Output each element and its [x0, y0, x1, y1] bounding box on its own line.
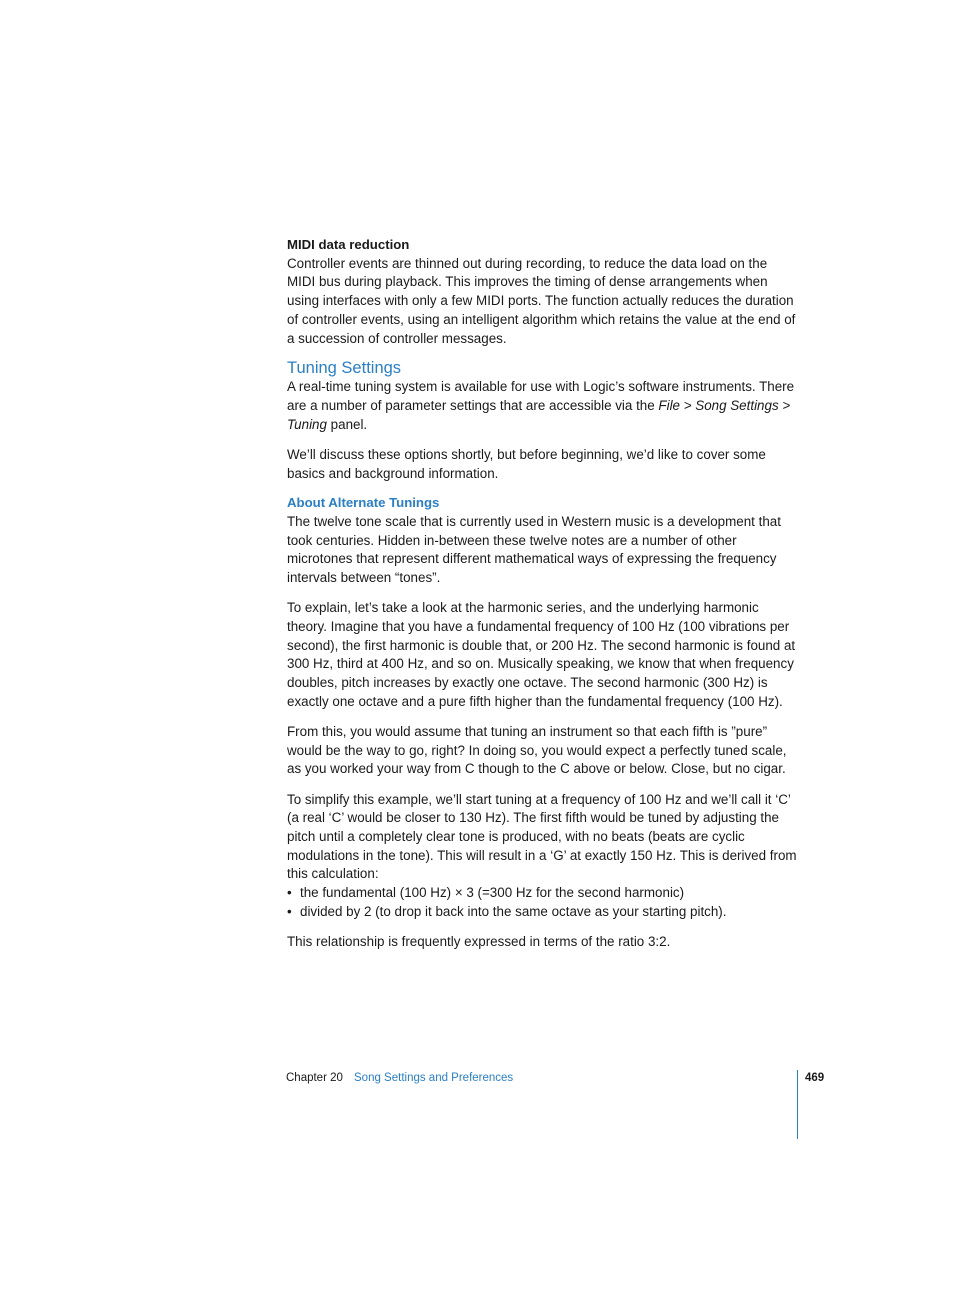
- section-heading-tuning-settings: Tuning Settings: [287, 359, 402, 378]
- section-heading-midi-data-reduction: MIDI data reduction: [287, 237, 410, 252]
- paragraph-ratio: This relationship is frequently expressed in terms of the ratio 3:2.: [287, 934, 671, 949]
- list-item: • divided by 2 (to drop it back into the same octave as your starting pitch).: [287, 903, 799, 922]
- page-content: [287, 236, 799, 952]
- subsection-heading-alternate-tunings: About Alternate Tunings: [287, 495, 440, 511]
- footer-chapter-title: Song Settings and Preferences: [354, 1072, 514, 1084]
- footer-divider: [797, 1070, 798, 1139]
- list-item: • the fundamental (100 Hz) × 3 (=300 Hz for the second harmonic): [287, 884, 799, 903]
- paragraph-pure-fifth: From this, you would assume that tuning an instrument so that each fifth is ”pure” would be the way to go, right? In doing so, you would expect a perfectly tuned scale, as you worked your way from C though to the C above or below. Close, but no cigar.: [287, 723, 787, 777]
- tuning-menu-path: File > Song Settings > Tuning: [287, 397, 791, 432]
- tuning-intro-end: panel.: [326, 416, 368, 432]
- paragraph-twelve-tone-scale: The twelve tone scale that is currently used in Western music is a development that took centuries. Hidden in-between these twelve notes are a number of other microtones that represent different mathematical ways of expressing the frequency intervals between “tones”.: [287, 513, 781, 586]
- page-number: 469: [805, 1072, 825, 1084]
- paragraph-midi-data-reduction: Controller events are thinned out during recording, to reduce the data load on the MIDI bus during playback. This improves the timing of dense arrangements when using interfaces with only a few MIDI ports. The function actually reduces the duration of controller events, using an intelligent algorithm which retains the value at the end of a succession of controller messages.: [287, 255, 796, 346]
- tuning-intro-text: A real-time tuning system is available for use with Logic’s software instruments. There are a number of parameter settings that are accessible via the: [287, 379, 795, 413]
- paragraph-tuning-intro: [287, 378, 799, 434]
- calculation-list: [287, 884, 799, 921]
- paragraph-harmonic-series: To explain, let’s take a look at the harmonic series, and the underlying harmonic theory. Imagine that you have a fundamental frequency of 100 Hz (100 vibrations per second), the first harmonic is double that, or 200 Hz. The second harmonic is found at 300 Hz, third at 400 Hz, and so on. Musically speaking, we know that when frequency doubles, pitch increases by exactly one octave. The second harmonic (300 Hz) is exactly one octave and a pure fifth higher than the fundamental frequency (100 Hz).: [287, 600, 796, 709]
- paragraph-tuning-example: To simplify this example, we’ll start tuning at a frequency of 100 Hz and we’ll call it ‘C’ (a real ‘C’ would be closer to 130 Hz). The first fifth would be tuned by adjusting the pitch until a completely clear tone is produced, with no beats (beats are cyclic modulations in the tone). This will result in a ‘G’ at exactly 150 Hz. This is derived from this calculation:: [287, 791, 797, 882]
- paragraph-tuning-background: We’ll discuss these options shortly, but before beginning, we’d like to cover some basics and background information.: [287, 446, 766, 481]
- footer-chapter-label: Chapter 20: [286, 1072, 343, 1084]
